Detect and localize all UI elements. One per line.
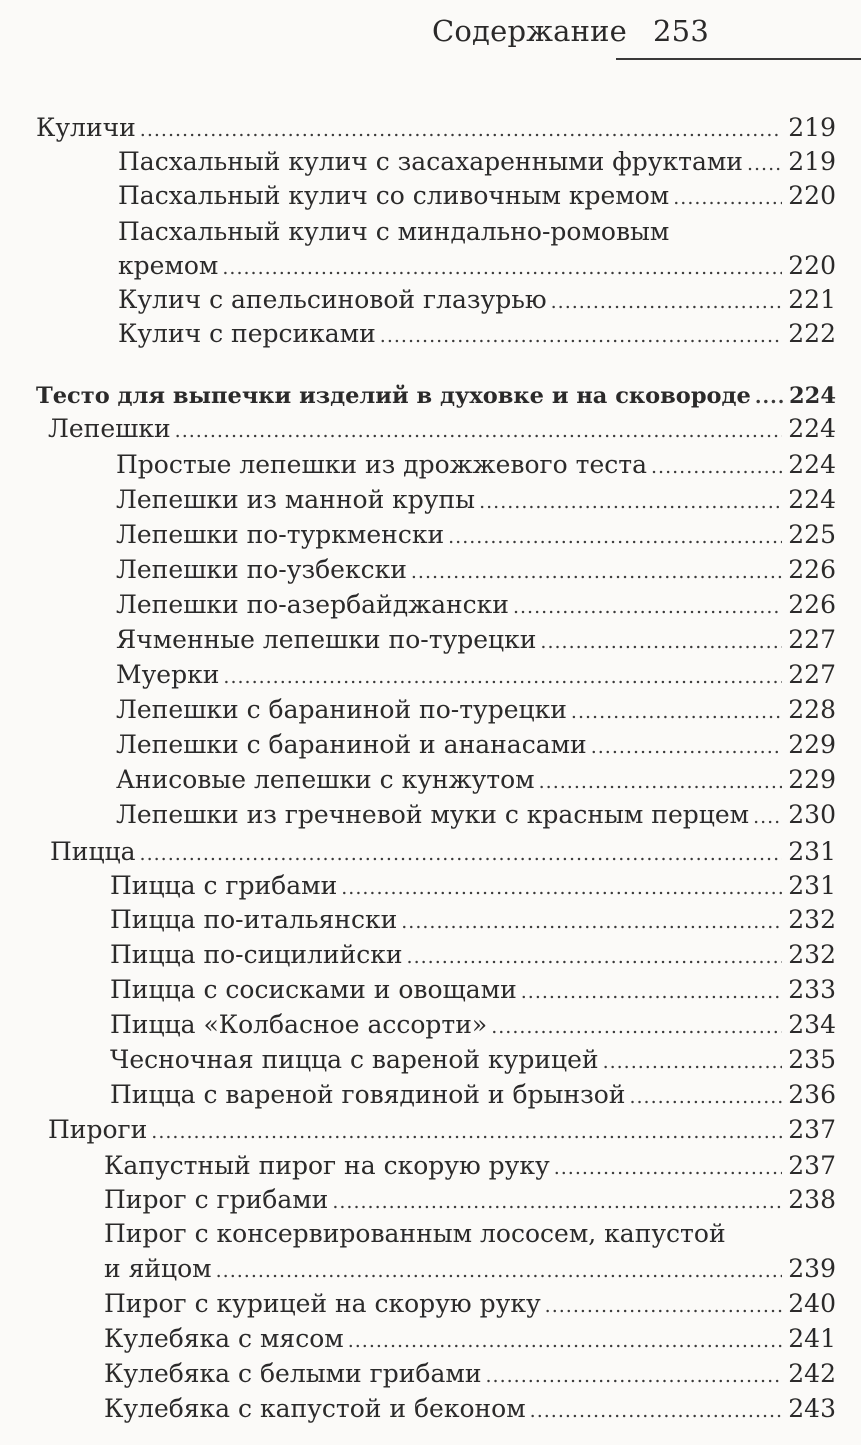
leader-dots <box>591 731 783 763</box>
toc-entry: Капустный пирог на скорую руку ..... 237 <box>104 1150 836 1182</box>
leader-dots <box>332 1186 782 1218</box>
toc-entry: Пасхальный кулич со сливочным кремом ..... 220 <box>118 180 836 212</box>
leader-dots <box>491 1011 782 1043</box>
header-title: Содержание <box>432 14 628 48</box>
toc-entry: Лепешки по-узбекски ..... 226 <box>116 554 836 586</box>
leader-dots <box>545 1290 783 1322</box>
toc-entry: Пицца с сосисками и овощами ..... 233 <box>110 974 836 1006</box>
leader-dots <box>539 766 783 798</box>
toc-entry: Пицца по-итальянски ..... 232 <box>110 904 836 936</box>
leader-dots <box>140 838 783 870</box>
leader-dots <box>540 626 782 658</box>
toc-entry: кремом ..... 220 <box>118 250 836 282</box>
toc-entry: Муерки ..... 227 <box>116 659 836 691</box>
leader-dots <box>747 148 782 180</box>
toc-entry: Лепешки с бараниной по-турецки ..... 228 <box>116 694 836 726</box>
leader-dots <box>513 591 782 623</box>
leader-dots <box>603 1046 783 1078</box>
toc-entry: Кулич с апельсиновой глазурью ..... 221 <box>118 284 836 316</box>
leader-dots <box>151 1116 782 1148</box>
toc-entry: Пицца с грибами ..... 231 <box>110 870 836 902</box>
leader-dots <box>554 1152 783 1184</box>
toc-entry: Лепешки из манной крупы ..... 224 <box>116 484 836 516</box>
leader-dots <box>407 941 783 973</box>
leader-dots <box>530 1395 783 1427</box>
leader-dots <box>140 114 782 146</box>
toc-entry: Пицца по-сицилийски ..... 232 <box>110 939 836 971</box>
leader-dots <box>521 976 783 1008</box>
toc-entry: Пирог с грибами ..... 238 <box>104 1184 836 1216</box>
toc-entry: Пирог с курицей на скорую руку ..... 240 <box>104 1288 836 1320</box>
leader-dots <box>175 415 783 447</box>
leader-dots <box>348 1325 783 1357</box>
toc-entry-chapter: Тесто для выпечки изделий в духовке и на сковороде ..... 224 <box>36 380 836 412</box>
leader-dots <box>629 1081 782 1113</box>
header-page-number: 253 <box>653 14 709 48</box>
toc-entry: Кулебяка с капустой и беконом ..... 243 <box>104 1393 836 1425</box>
toc-entry: Пасхальный кулич с засахаренными фруктами ..... 219 <box>118 146 836 178</box>
leader-dots <box>216 1255 783 1287</box>
leader-dots <box>673 182 782 214</box>
leader-dots <box>479 486 782 518</box>
leader-dots <box>486 1360 783 1392</box>
leader-dots <box>411 556 782 588</box>
toc-entry-section: Куличи ..... 219 <box>36 112 836 144</box>
toc-entry: Лепешки по-туркменски ..... 225 <box>116 519 836 551</box>
toc-entry: и яйцом ..... 239 <box>104 1253 836 1285</box>
leader-dots <box>223 661 782 693</box>
toc-entry: Кулич с персиками ..... 222 <box>118 318 836 350</box>
leader-dots <box>448 521 782 553</box>
leader-dots <box>651 451 782 483</box>
leader-dots <box>755 381 783 413</box>
leader-dots <box>753 801 782 833</box>
toc-entry-line: Пирог с консервированным лососем, капустой <box>104 1219 726 1248</box>
toc-entry: Пицца «Колбасное ассорти» ..... 234 <box>110 1009 836 1041</box>
toc-entry: Анисовые лепешки с кунжутом ..... 229 <box>116 764 836 796</box>
toc-entry: Чесночная пицца с вареной курицей ..... 235 <box>110 1044 836 1076</box>
leader-dots <box>571 696 782 728</box>
toc-entry-line: Пасхальный кулич с миндально-ромовым <box>118 217 670 246</box>
toc-entry: Лепешки с бараниной и ананасами ..... 229 <box>116 729 836 761</box>
toc-entry: Лепешки по-азербайджански ..... 226 <box>116 589 836 621</box>
leader-dots <box>341 872 782 904</box>
leader-dots <box>401 906 782 938</box>
leader-dots <box>551 286 783 318</box>
toc-entry: Кулебяка с белыми грибами ..... 242 <box>104 1358 836 1390</box>
toc-entry: Ячменные лепешки по-турецки ..... 227 <box>116 624 836 656</box>
toc-entry-section: Лепешки ..... 224 <box>48 413 836 445</box>
toc-entry: Лепешки из гречневой муки с красным перцем ..... 230 <box>116 799 836 831</box>
toc-entry: Кулебяка с мясом ..... 241 <box>104 1323 836 1355</box>
toc-entry: Простые лепешки из дрожжевого теста ..... 224 <box>116 449 836 481</box>
leader-dots <box>380 320 782 352</box>
toc-entry: Пицца с вареной говядиной и брынзой ..... 236 <box>110 1079 836 1111</box>
toc-entry-section: Пицца ..... 231 <box>50 836 836 868</box>
leader-dots <box>222 252 782 284</box>
toc-entry-section: Пироги ..... 237 <box>48 1114 836 1146</box>
